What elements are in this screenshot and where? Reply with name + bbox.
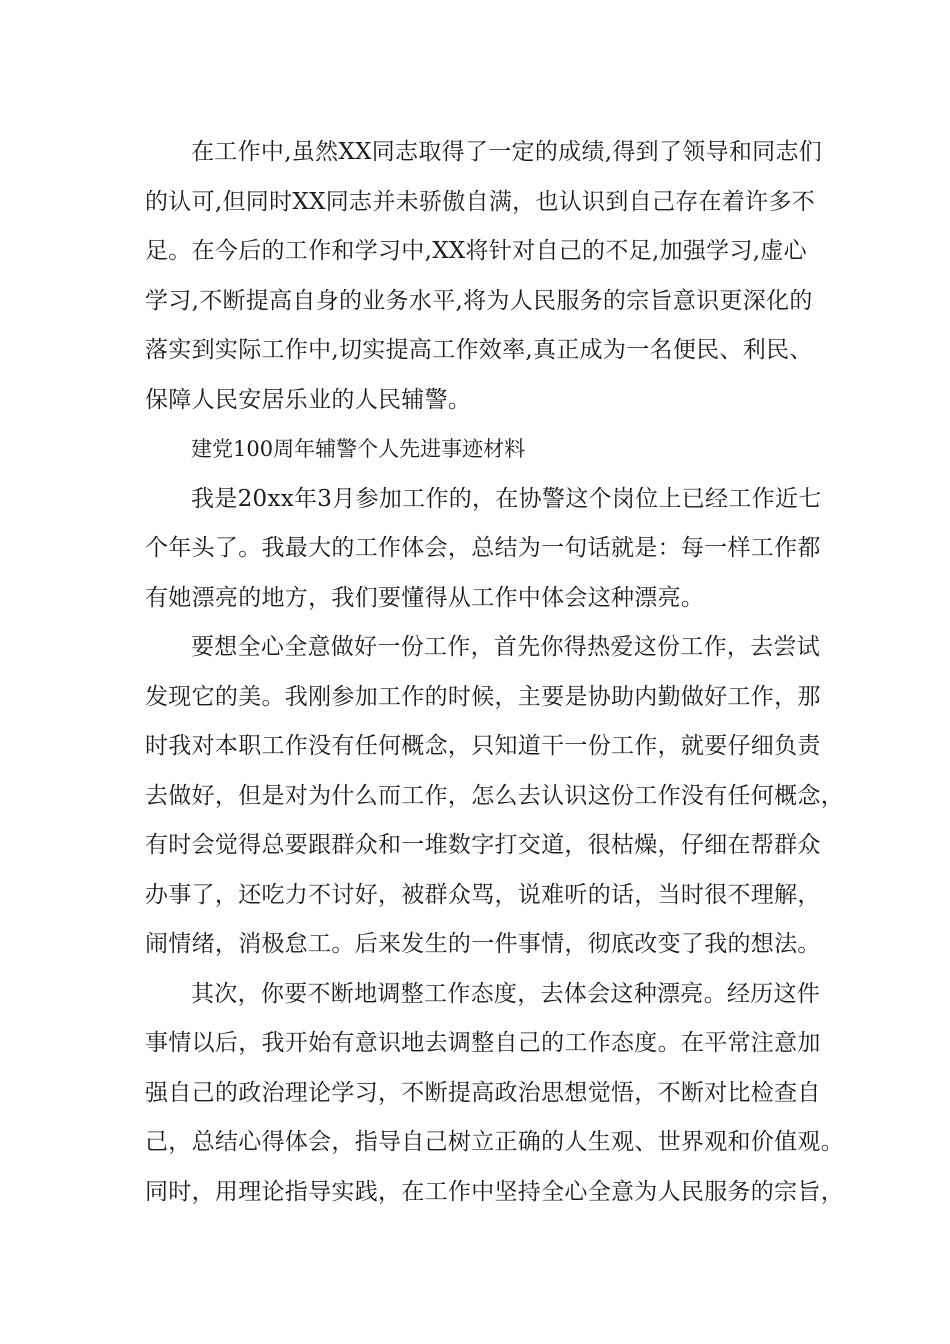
text-line: 办事了，还吃力不讨好，被群众骂，说难听的话，当时很不理解， — [145, 881, 821, 908]
text-line: 有时会觉得总要跟群众和一堆数字打交道，很枯燥，仔细在帮群众 — [145, 832, 821, 858]
text-line: 要想全心全意做好一份工作，首先你得热爱这份工作，去尝试 — [191, 634, 821, 660]
text-line: 发现它的美。我刚参加工作的时候，主要是协助内勤做好工作，那 — [145, 683, 821, 710]
text-line: 时我对本职工作没有任何概念，只知道干一份工作，就要仔细负责 — [145, 733, 821, 759]
text-line: 去做好，但是对为什么而工作，怎么去认识这份工作没有任何概念， — [145, 782, 844, 809]
text-line: 个年头了。我最大的工作体会，总结为一句话就是：每一样工作都 — [145, 535, 821, 561]
paragraph-3 — [145, 623, 844, 970]
title-line: 建党100周年辅警个人先进事迹材料 — [191, 437, 526, 461]
text-line: 足。在今后的工作和学习中,XX将针对自己的不足,加强学习,虚心 — [145, 238, 807, 264]
paragraph-1 — [145, 128, 830, 425]
text-line: 己，总结心得体会，指导自己树立正确的人生观、世界观和价值观。 — [145, 1129, 844, 1155]
text-line: 学习,不断提高自身的业务水平,将为人民服务的宗旨意识更深化的 — [145, 287, 813, 314]
text-line: 事情以后，我开始有意识地去调整自己的工作态度。在平常注意加 — [145, 1030, 821, 1056]
text-line: 在工作中,虽然XX同志取得了一定的成绩,得到了领导和同志们 — [191, 139, 823, 165]
text-line: 保障人民安居乐业的人民辅警。 — [145, 386, 472, 413]
section-title — [145, 425, 830, 475]
text-line: 的认可,但同时XX同志并未骄傲自满，也认识到自己存在着许多不 — [145, 188, 816, 215]
text-line: 有她漂亮的地方，我们要懂得从工作中体会这种漂亮。 — [145, 584, 705, 611]
paragraph-2 — [145, 475, 830, 624]
text-line: 同时，用理论指导实践，在工作中坚持全心全意为人民服务的宗旨， — [145, 1178, 844, 1205]
document-body — [145, 128, 844, 1217]
text-line: 我是20xx年3月参加工作的，在协警这个岗位上已经工作近七 — [191, 485, 822, 512]
text-line: 强自己的政治理论学习，不断提高政治思想觉悟，不断对比检查自 — [145, 1079, 821, 1106]
text-line: 其次，你要不断地调整工作态度，去体会这种漂亮。经历这件 — [191, 980, 821, 1007]
text-line: 落实到实际工作中,切实提高工作效率,真正成为一名便民、利民、 — [145, 337, 813, 363]
text-line: 闹情绪，消极怠工。后来发生的一件事情，彻底改变了我的想法。 — [145, 931, 821, 957]
paragraph-4 — [145, 970, 844, 1218]
